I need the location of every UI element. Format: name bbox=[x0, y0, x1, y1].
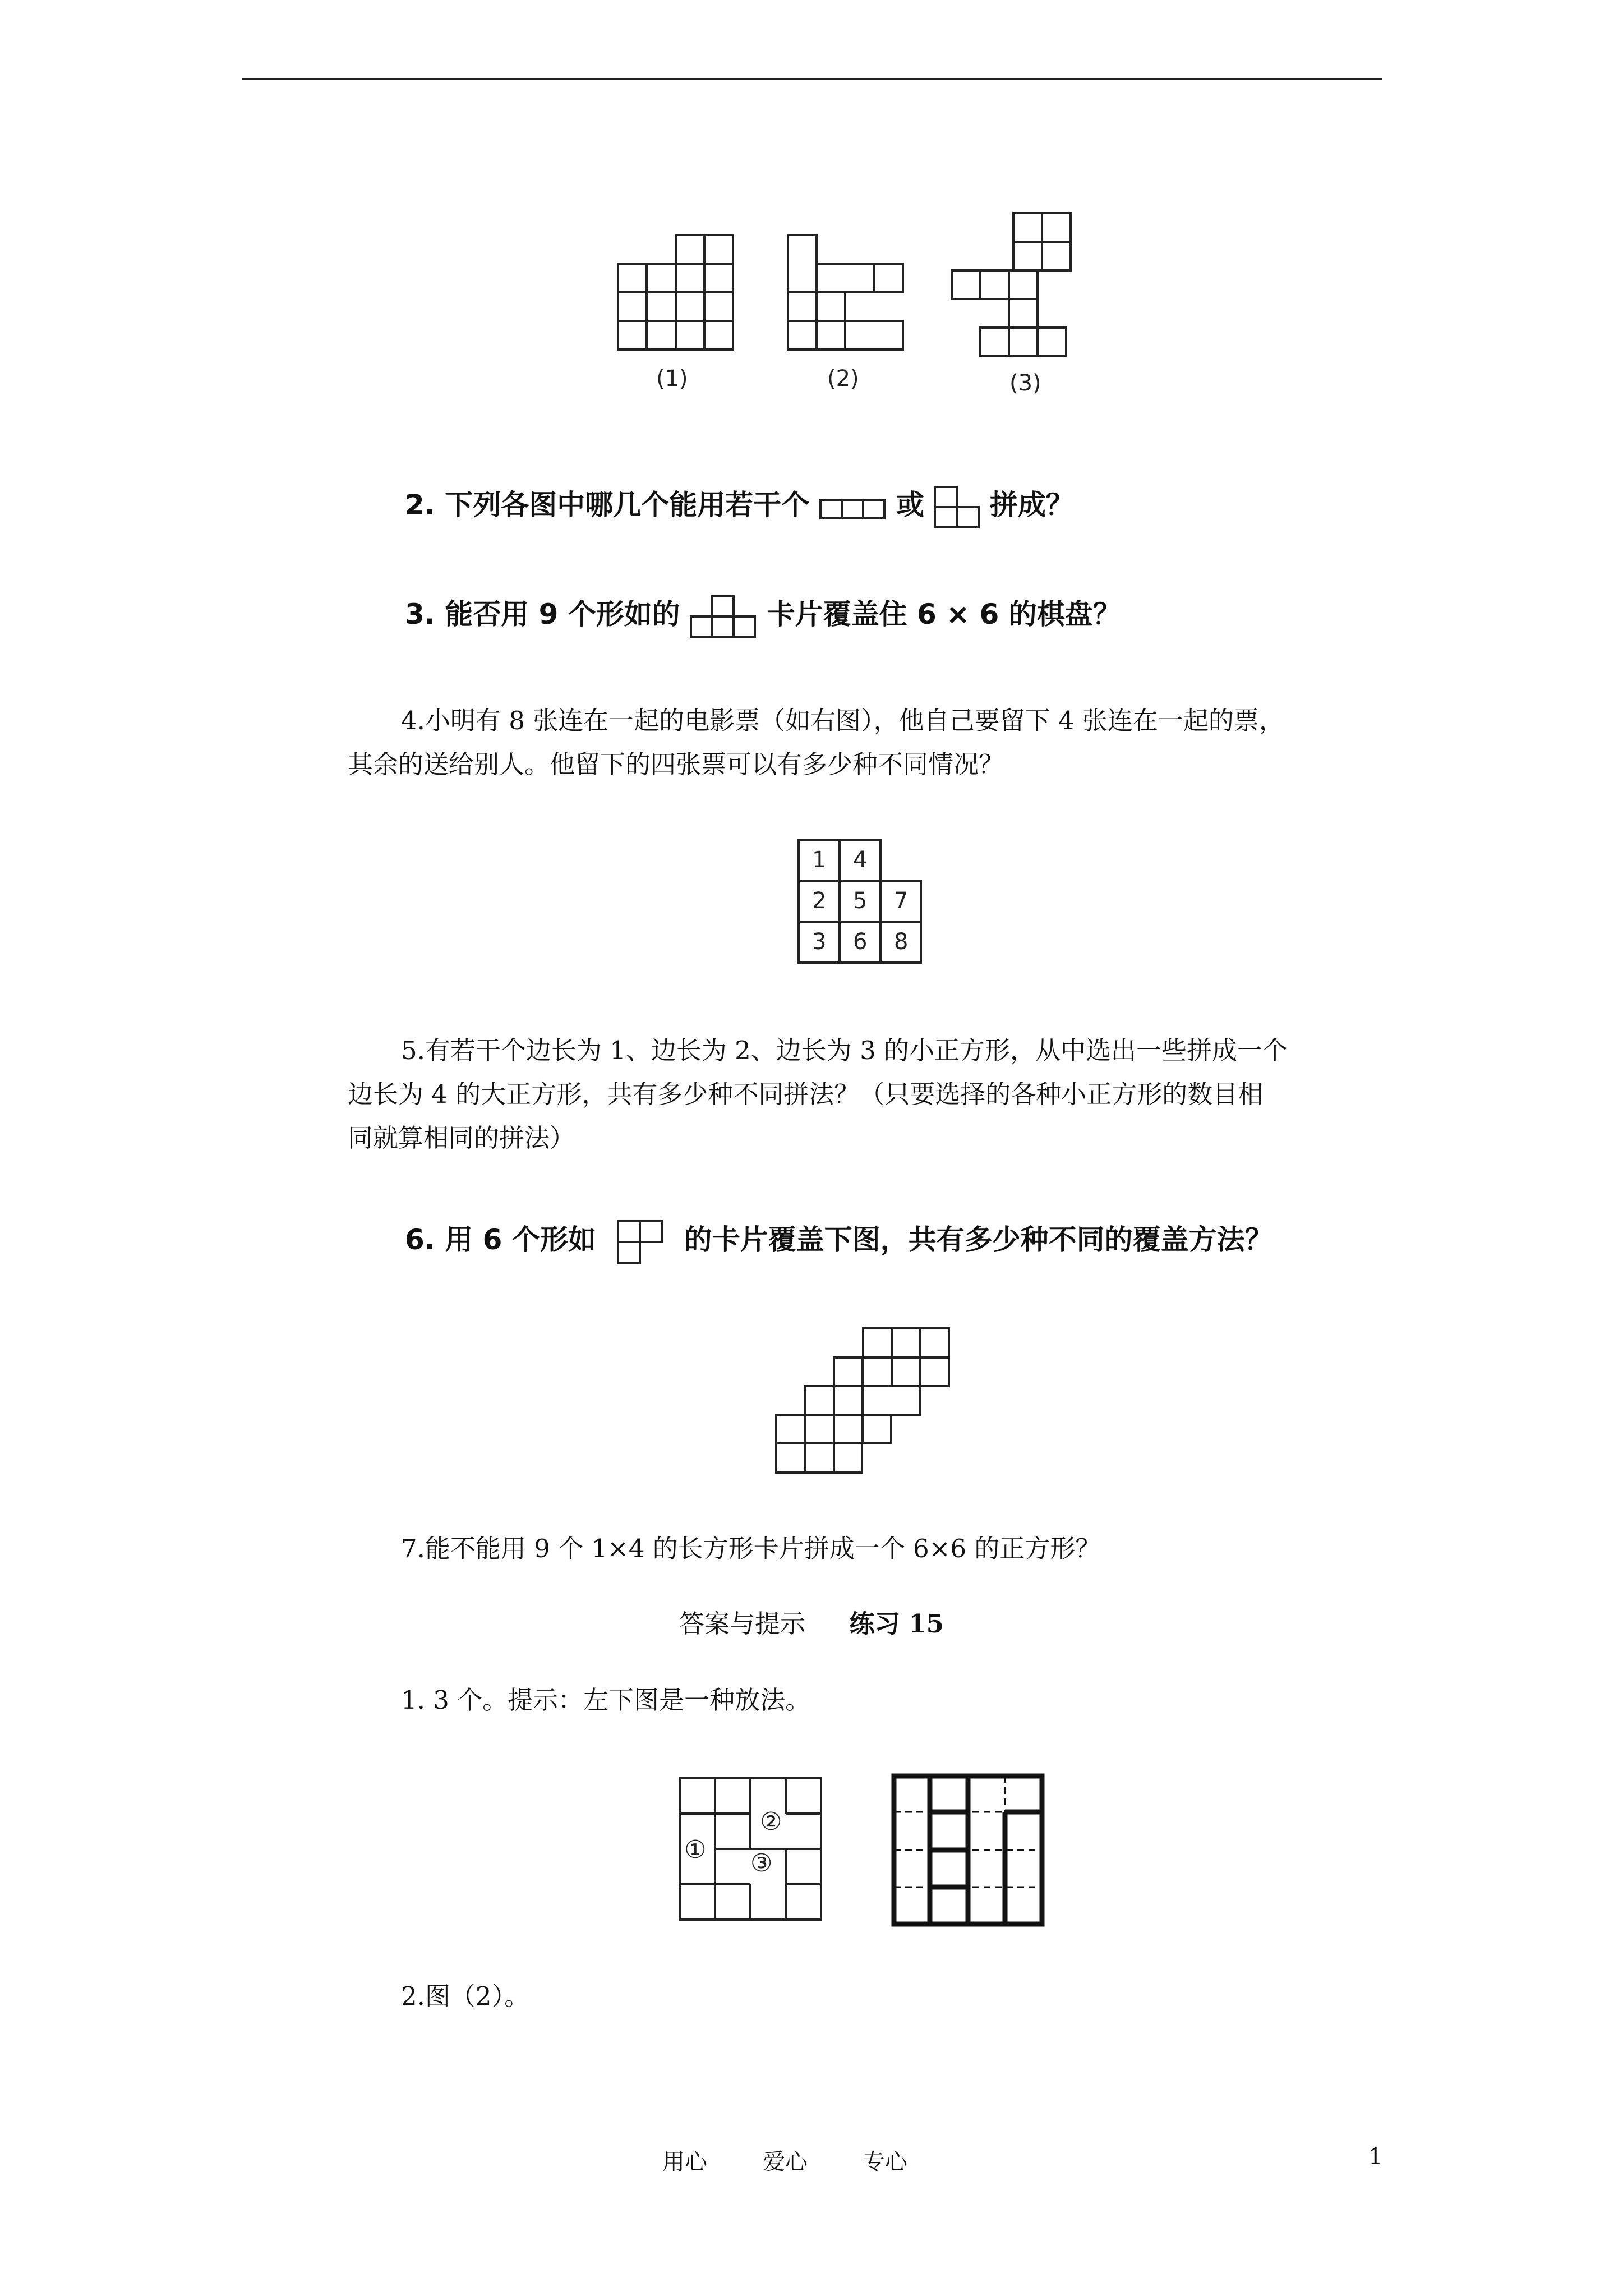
question-7: 7.能不能用 9 个 1×4 的长方形卡片拼成一个 6×6 的正方形？ bbox=[401, 1534, 1101, 1563]
footer-item-3: 专心 bbox=[863, 2149, 907, 2175]
footer-item-2: 爱心 bbox=[763, 2149, 808, 2175]
q6-text-prefix: 6. 用 6 个形如 bbox=[405, 1223, 596, 1256]
q1-caption-1: (1) bbox=[656, 366, 688, 392]
question-3 bbox=[405, 592, 1121, 638]
question-5-line-3: 同就算相同的拼法） bbox=[348, 1123, 575, 1153]
q1-caption-3: (3) bbox=[1009, 370, 1041, 396]
ticket-8: 8 bbox=[894, 929, 909, 955]
q2-straight-tromino-icon bbox=[819, 494, 887, 519]
answer1-mark-2: ② bbox=[760, 1807, 782, 1836]
q3-t-tetromino-icon bbox=[690, 595, 757, 638]
q6-l-tromino-icon bbox=[617, 1220, 663, 1264]
page-number: 1 bbox=[1368, 2144, 1383, 2170]
answers-title-main: 答案与提示 bbox=[679, 1609, 806, 1639]
question-6 bbox=[405, 1217, 1273, 1264]
q2-text-suffix: 拼成？ bbox=[989, 489, 1074, 521]
header-rule bbox=[242, 78, 1382, 80]
q1-caption-2: (2) bbox=[827, 366, 859, 392]
ticket-5: 5 bbox=[853, 888, 868, 914]
q3-text-prefix: 3. 能否用 9 个形如的 bbox=[405, 598, 680, 631]
q1-figure-1 bbox=[617, 234, 735, 352]
staircase-board bbox=[775, 1327, 955, 1479]
answer-2: 2.图（2）。 bbox=[401, 1981, 530, 2011]
answer1-mark-1: ① bbox=[684, 1835, 707, 1864]
q3-text-suffix: 卡片覆盖住 6 × 6 的棋盘？ bbox=[767, 598, 1121, 631]
ticket-1: 1 bbox=[812, 847, 827, 873]
question-4-line-1: 4.小明有 8 张连在一起的电影票（如右图），他自己要留下 4 张连在一起的票， bbox=[401, 706, 1284, 735]
question-5-line-2: 边长为 4 的大正方形，共有多少种不同拼法？（只要选择的各种小正方形的数目相 bbox=[348, 1079, 1264, 1109]
answer1-left-figure bbox=[679, 1777, 824, 1923]
ticket-grid bbox=[797, 839, 922, 964]
q2-l-tromino-icon bbox=[934, 486, 980, 528]
q1-figure-2 bbox=[787, 234, 907, 355]
answer1-mark-3: ③ bbox=[750, 1849, 773, 1878]
answer-1: 1. 3 个。提示：左下图是一种放法。 bbox=[401, 1685, 811, 1715]
ticket-4: 4 bbox=[853, 847, 868, 873]
q2-text-prefix: 2. 下列各图中哪几个能用若干个 bbox=[405, 489, 810, 521]
answers-title-bold: 练习 15 bbox=[849, 1609, 944, 1639]
answers-title bbox=[0, 1602, 1623, 1646]
question-4-line-2: 其余的送给别人。他留下的四张票可以有多少种不同情况？ bbox=[348, 749, 1004, 779]
ticket-3: 3 bbox=[812, 929, 827, 955]
q6-text-suffix: 的卡片覆盖下图，共有多少种不同的覆盖方法？ bbox=[684, 1223, 1273, 1256]
answer1-right-figure bbox=[892, 1774, 1044, 1926]
question-2 bbox=[405, 482, 1074, 528]
ticket-6: 6 bbox=[853, 929, 868, 955]
q2-text-middle: 或 bbox=[896, 489, 925, 521]
ticket-2: 2 bbox=[812, 888, 827, 914]
q1-figure-3 bbox=[951, 212, 1102, 364]
footer-item-1: 用心 bbox=[662, 2149, 707, 2175]
question-5-line-1: 5.有若干个边长为 1、边长为 2、边长为 3 的小正方形，从中选出一些拼成一个 bbox=[401, 1036, 1288, 1065]
ticket-7: 7 bbox=[894, 888, 909, 914]
